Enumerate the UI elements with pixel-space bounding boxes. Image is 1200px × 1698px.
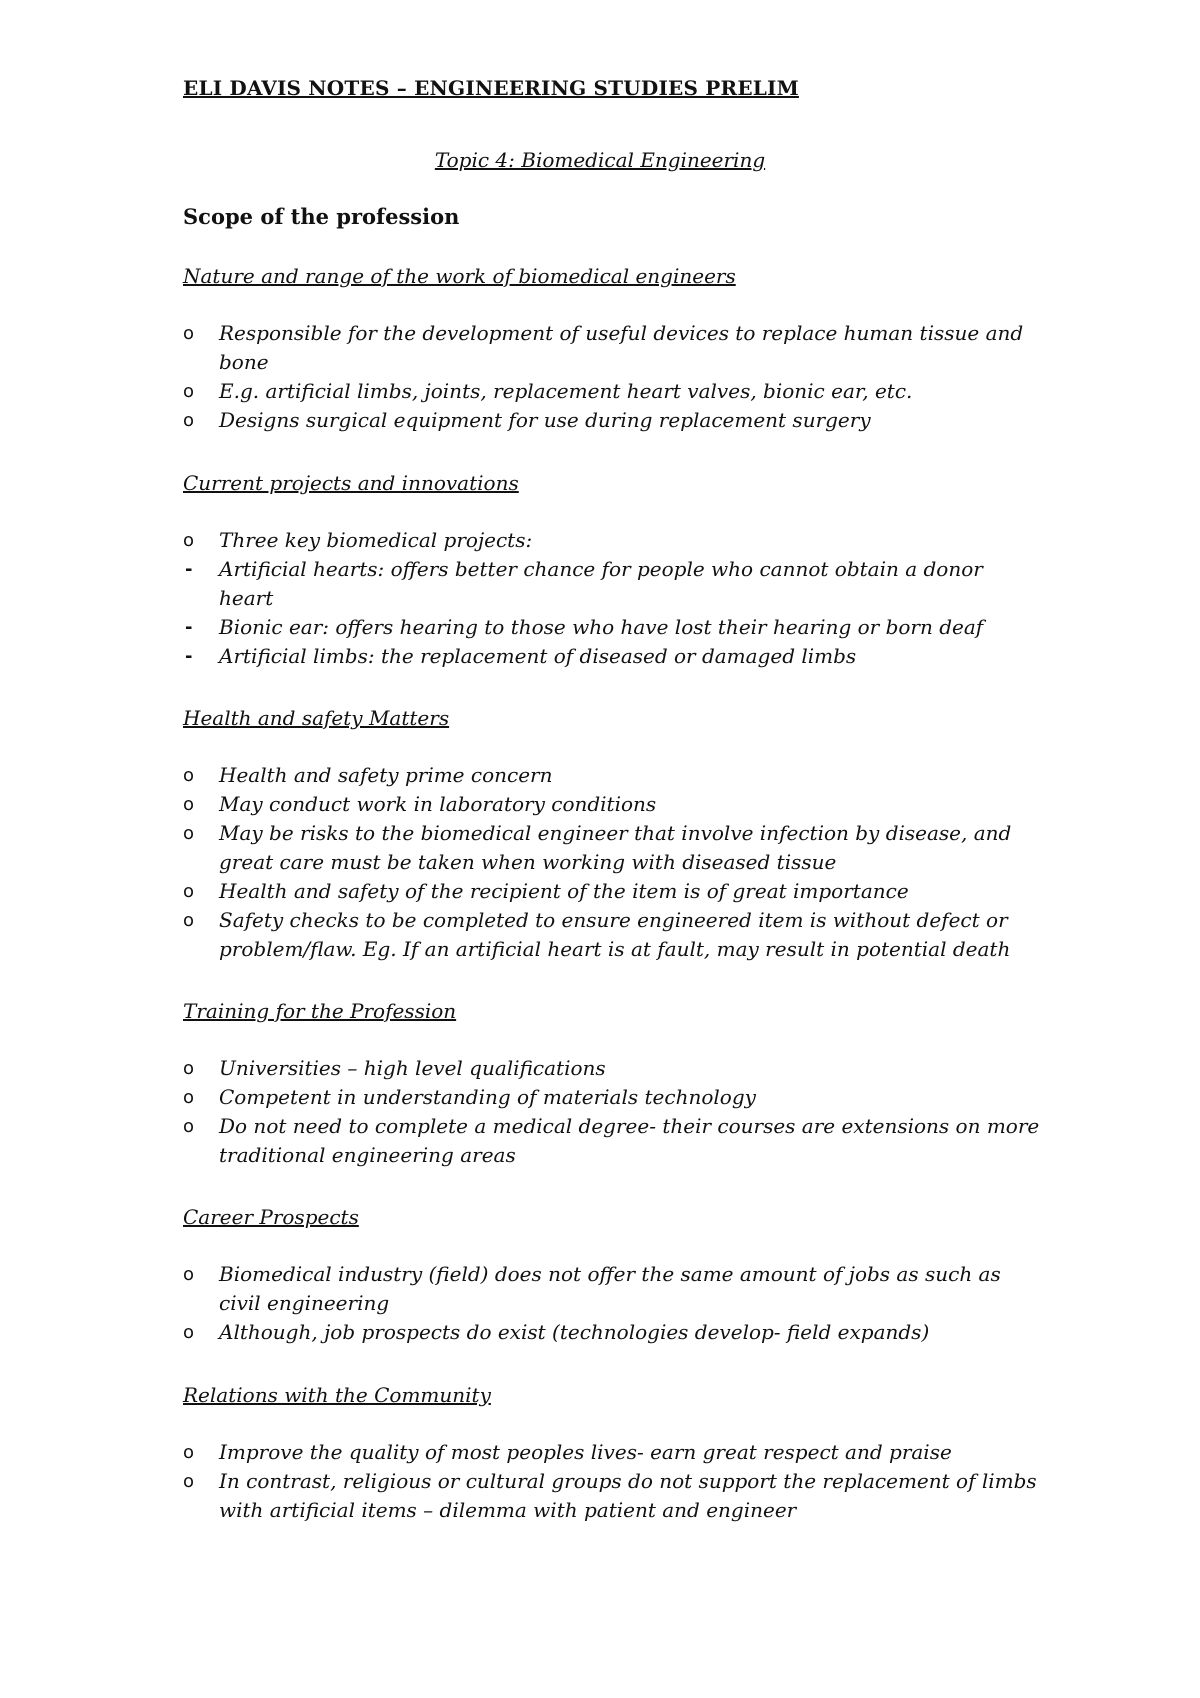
section-heading: Training for the Profession: [183, 999, 457, 1023]
list-item: - Artificial limbs: the replacement of diseased or damaged limbs: [183, 642, 1043, 671]
bullet-list: [183, 526, 1043, 671]
list-item: o May conduct work in laboratory conditions: [183, 790, 1043, 819]
list-item: o Universities – high level qualifications: [183, 1054, 1043, 1083]
section-heading: Career Prospects: [183, 1205, 359, 1229]
bullet-circle-icon: o: [183, 1442, 195, 1463]
section-nature-range: [183, 261, 1043, 435]
list-item: o Responsible for the development of useful devices to replace human tissue and bone: [183, 321, 1024, 374]
bullet-dash-icon: -: [185, 646, 193, 667]
bullet-circle-icon: o: [183, 1116, 195, 1137]
bullet-circle-icon: o: [183, 910, 195, 931]
bullet-list: [183, 1438, 1043, 1525]
list-item: o Improve the quality of most peoples lives- earn great respect and praise: [183, 1438, 1043, 1467]
topic-title: Topic 4: Biomedical Engineering: [434, 148, 766, 172]
bullet-circle-icon: o: [183, 1264, 195, 1285]
section-current-projects: [183, 468, 1043, 671]
document-header: ELI DAVIS NOTES – ENGINEERING STUDIES PRELIM: [183, 76, 799, 100]
list-item: o Competent in understanding of materials technology: [183, 1083, 1043, 1112]
bullet-circle-icon: o: [183, 530, 195, 551]
list-item: o Biomedical industry (field) does not offer the same amount of jobs as such as civil engineering: [183, 1262, 1001, 1315]
bullet-circle-icon: o: [183, 1087, 195, 1108]
list-item: o Safety checks to be completed to ensure engineered item is without defect or problem/flaw. Eg. If an artificial heart is at fault, may result in potential death: [183, 908, 1011, 961]
bullet-circle-icon: o: [183, 765, 195, 786]
list-item: - Bionic ear: offers hearing to those who have lost their hearing or born deaf: [183, 613, 1043, 642]
bullet-list: [183, 1260, 1043, 1347]
list-item: o In contrast, religious or cultural groups do not support the replacement of limbs with artificial items – dilemma with patient and engineer: [183, 1469, 1037, 1522]
bullet-circle-icon: o: [183, 323, 195, 344]
section-heading: Health and safety Matters: [183, 706, 450, 730]
list-item: o Three key biomedical projects:: [183, 526, 1043, 555]
section-heading: Current projects and innovations: [183, 471, 519, 495]
bullet-list: [183, 761, 1043, 964]
list-item: o Designs surgical equipment for use during replacement surgery: [183, 406, 1043, 435]
bullet-dash-icon: -: [185, 559, 193, 580]
list-item: o E.g. artificial limbs, joints, replacement heart valves, bionic ear, etc.: [183, 377, 1043, 406]
bullet-dash-icon: -: [185, 617, 193, 638]
section-training: [183, 996, 1043, 1170]
scope-heading: Scope of the profession: [183, 204, 460, 229]
bullet-circle-icon: o: [183, 881, 195, 902]
section-heading: Nature and range of the work of biomedical engineers: [183, 264, 736, 288]
bullet-circle-icon: o: [183, 1471, 195, 1492]
section-community-relations: [183, 1380, 1043, 1525]
list-item: o Although, job prospects do exist (technologies develop- field expands): [183, 1318, 1043, 1347]
bullet-circle-icon: o: [183, 410, 195, 431]
list-item: o Health and safety of the recipient of the item is of great importance: [183, 877, 1043, 906]
list-item: - Artificial hearts: offers better chance for people who cannot obtain a donor heart: [185, 557, 983, 610]
list-item: o Do not need to complete a medical degree- their courses are extensions on more traditional engineering areas: [183, 1114, 1040, 1167]
bullet-circle-icon: o: [183, 823, 195, 844]
section-heading: Relations with the Community: [183, 1383, 491, 1407]
bullet-circle-icon: o: [183, 1322, 195, 1343]
bullet-list: [183, 1054, 1043, 1170]
list-item: o Health and safety prime concern: [183, 761, 1043, 790]
list-item: o May be risks to the biomedical engineer that involve infection by disease, and great care must be taken when working with diseased tissue: [183, 821, 1012, 874]
bullet-circle-icon: o: [183, 381, 195, 402]
bullet-circle-icon: o: [183, 794, 195, 815]
section-health-safety: [183, 703, 1043, 964]
section-career-prospects: [183, 1202, 1043, 1347]
bullet-circle-icon: o: [183, 1058, 195, 1079]
bullet-list: [183, 319, 1043, 435]
